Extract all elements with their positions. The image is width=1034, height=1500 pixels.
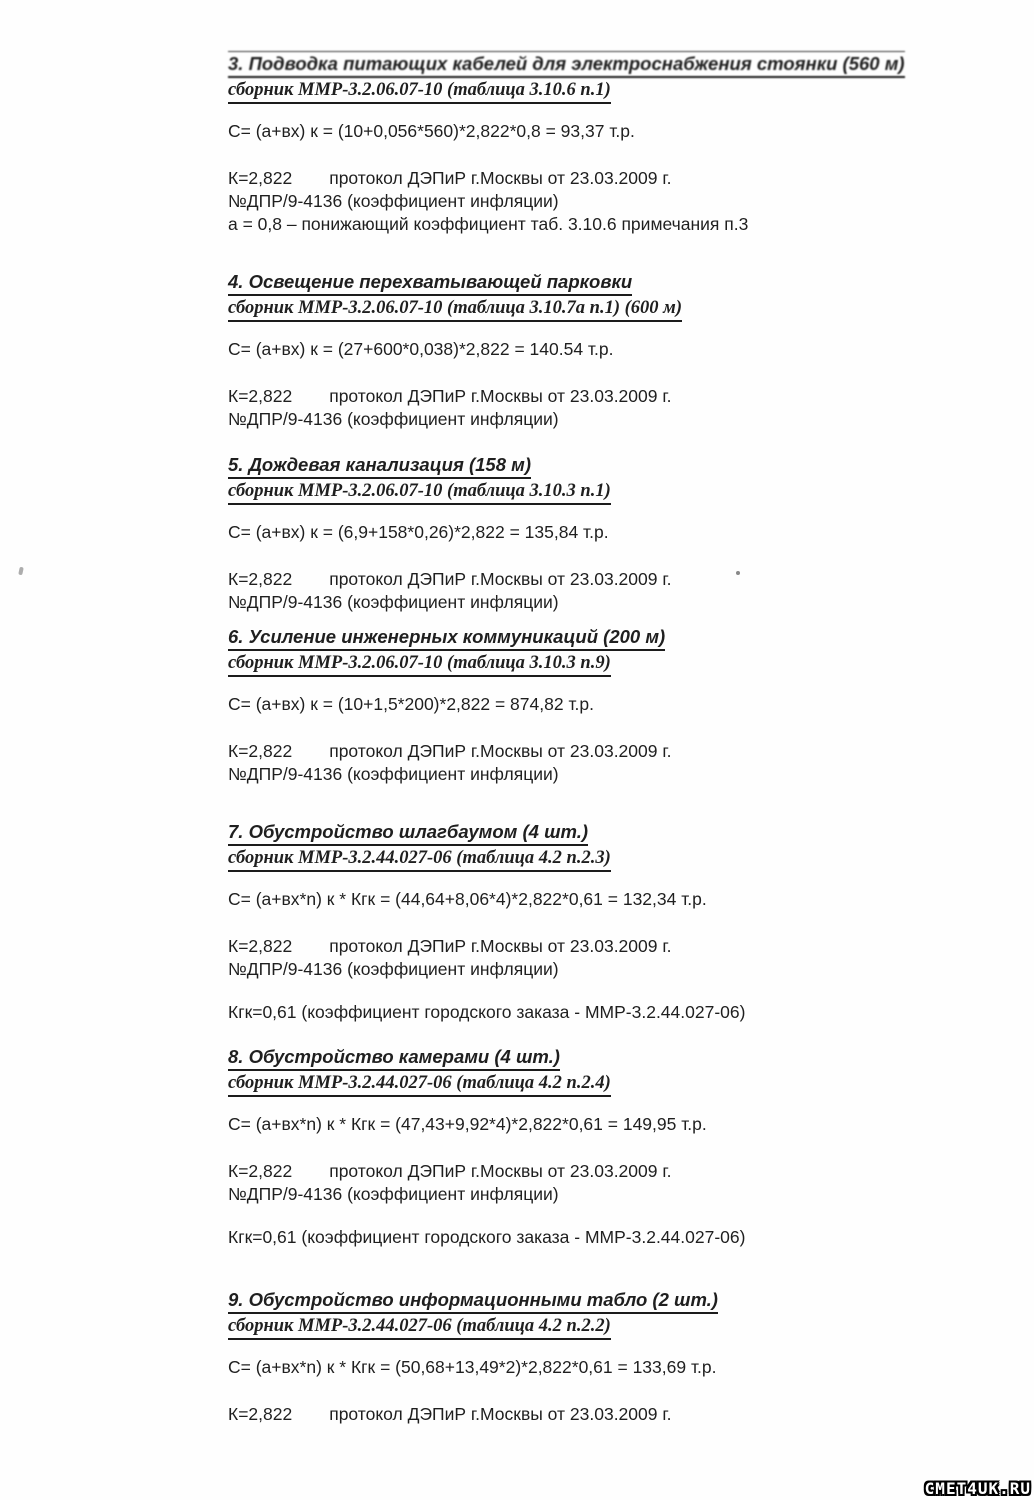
- inflation-coefficient-line: [228, 385, 988, 408]
- reduction-coefficient-note: а = 0,8 – понижающий коэффициент таб. 3.10.6 примечания п.3: [228, 214, 749, 234]
- protocol-reference: протокол ДЭПиР г.Москвы от 23.03.2009 г.: [329, 168, 672, 188]
- city-order-coefficient-note: Кгк=0,61 (коэффициент городского заказа - ММР-3.2.44.027-06): [228, 1002, 746, 1022]
- cost-formula: С= (а+вх) к = (10+0,056*560)*2,822*0,8 = 93,37 т.р.: [228, 121, 635, 141]
- section-title: [228, 625, 988, 651]
- dpr-number-line: №ДПР/9-4136 (коэффициент инфляции): [228, 409, 559, 429]
- estimate-section: [228, 1288, 988, 1426]
- k-coefficient-value: К=2,822: [228, 569, 293, 589]
- section-title: [228, 820, 988, 846]
- cost-formula: С= (а+вх*n) к * Кгк = (44,64+8,06*4)*2,822*0,61 = 132,34 т.р.: [228, 889, 707, 909]
- inflation-coefficient-line: [228, 740, 988, 763]
- inflation-coefficient-line: [228, 935, 988, 958]
- section-source-text: сборник ММР-3.2.06.07-10 (таблица 3.10.3 п.1): [228, 479, 611, 505]
- section-title: [228, 1045, 988, 1071]
- cost-formula: С= (а+вх) к = (27+600*0,038)*2,822 = 140.54 т.р.: [228, 339, 614, 359]
- section-title: [228, 52, 988, 78]
- section-source-reference: [228, 479, 988, 505]
- inflation-coefficient-line: [228, 167, 988, 190]
- protocol-reference: протокол ДЭПиР г.Москвы от 23.03.2009 г.: [329, 936, 672, 956]
- section-source-text: сборник ММР-3.2.06.07-10 (таблица 3.10.6 п.1): [228, 78, 611, 104]
- k-coefficient-value: К=2,822: [228, 1404, 293, 1424]
- section-title-text: 5. Дождевая канализация (158 м): [228, 453, 531, 479]
- section-source-reference: [228, 1314, 988, 1340]
- section-title: [228, 270, 988, 296]
- section-title: [228, 453, 988, 479]
- section-title-text: 4. Освещение перехватывающей парковки: [228, 270, 632, 296]
- section-title-text: 9. Обустройство информационными табло (2 шт.): [228, 1288, 718, 1314]
- section-title-text: 8. Обустройство камерами (4 шт.): [228, 1045, 560, 1071]
- section-source-reference: [228, 296, 988, 322]
- protocol-reference: протокол ДЭПиР г.Москвы от 23.03.2009 г.: [329, 569, 672, 589]
- section-title-text: 7. Обустройство шлагбаумом (4 шт.): [228, 820, 588, 846]
- dpr-number-line: №ДПР/9-4136 (коэффициент инфляции): [228, 191, 559, 211]
- estimate-section: [228, 1045, 988, 1249]
- inflation-coefficient-line: [228, 1403, 988, 1426]
- protocol-reference: протокол ДЭПиР г.Москвы от 23.03.2009 г.: [329, 386, 672, 406]
- estimate-section: [228, 820, 988, 1024]
- section-source-reference: [228, 846, 988, 872]
- protocol-reference: протокол ДЭПиР г.Москвы от 23.03.2009 г.: [329, 1161, 672, 1181]
- section-title: [228, 1288, 988, 1314]
- section-source-text: сборник ММР-3.2.06.07-10 (таблица 3.10.7а п.1) (600 м): [228, 296, 682, 322]
- section-title-text: 3. Подводка питающих кабелей для электроснабжения стоянки (560 м): [228, 51, 905, 78]
- k-coefficient-value: К=2,822: [228, 1161, 293, 1181]
- section-source-reference: [228, 1071, 988, 1097]
- dpr-number-line: №ДПР/9-4136 (коэффициент инфляции): [228, 959, 559, 979]
- estimate-section: [228, 453, 988, 614]
- estimate-section: [228, 270, 988, 431]
- scan-speck: [736, 571, 740, 575]
- estimate-section: [228, 52, 988, 236]
- cost-formula: С= (а+вх) к = (10+1,5*200)*2,822 = 874,82 т.р.: [228, 694, 594, 714]
- cost-formula: С= (а+вх) к = (6,9+158*0,26)*2,822 = 135,84 т.р.: [228, 522, 609, 542]
- protocol-reference: протокол ДЭПиР г.Москвы от 23.03.2009 г.: [329, 1404, 672, 1424]
- cost-formula: С= (а+вх*n) к * Кгк = (47,43+9,92*4)*2,822*0,61 = 149,95 т.р.: [228, 1114, 707, 1134]
- section-source-text: сборник ММР-3.2.44.027-06 (таблица 4.2 п.2.3): [228, 846, 611, 872]
- section-source-text: сборник ММР-3.2.44.027-06 (таблица 4.2 п.2.4): [228, 1071, 611, 1097]
- scan-speck: [18, 567, 24, 576]
- section-source-reference: [228, 78, 988, 104]
- dpr-number-line: №ДПР/9-4136 (коэффициент инфляции): [228, 764, 559, 784]
- section-source-reference: [228, 651, 988, 677]
- inflation-coefficient-line: [228, 568, 988, 591]
- section-title-text: 6. Усиление инженерных коммуникаций (200 м): [228, 625, 665, 651]
- k-coefficient-value: К=2,822: [228, 386, 293, 406]
- section-source-text: сборник ММР-3.2.06.07-10 (таблица 3.10.3 п.9): [228, 651, 611, 677]
- cost-formula: С= (а+вх*n) к * Кгк = (50,68+13,49*2)*2,822*0,61 = 133,69 т.р.: [228, 1357, 717, 1377]
- section-source-text: сборник ММР-3.2.44.027-06 (таблица 4.2 п.2.2): [228, 1314, 611, 1340]
- dpr-number-line: №ДПР/9-4136 (коэффициент инфляции): [228, 592, 559, 612]
- dpr-number-line: №ДПР/9-4136 (коэффициент инфляции): [228, 1184, 559, 1204]
- protocol-reference: протокол ДЭПиР г.Москвы от 23.03.2009 г.: [329, 741, 672, 761]
- k-coefficient-value: К=2,822: [228, 741, 293, 761]
- estimate-section: [228, 625, 988, 786]
- k-coefficient-value: К=2,822: [228, 168, 293, 188]
- watermark: CMET4UK.RU: [924, 1479, 1031, 1498]
- k-coefficient-value: К=2,822: [228, 936, 293, 956]
- inflation-coefficient-line: [228, 1160, 988, 1183]
- city-order-coefficient-note: Кгк=0,61 (коэффициент городского заказа - ММР-3.2.44.027-06): [228, 1227, 746, 1247]
